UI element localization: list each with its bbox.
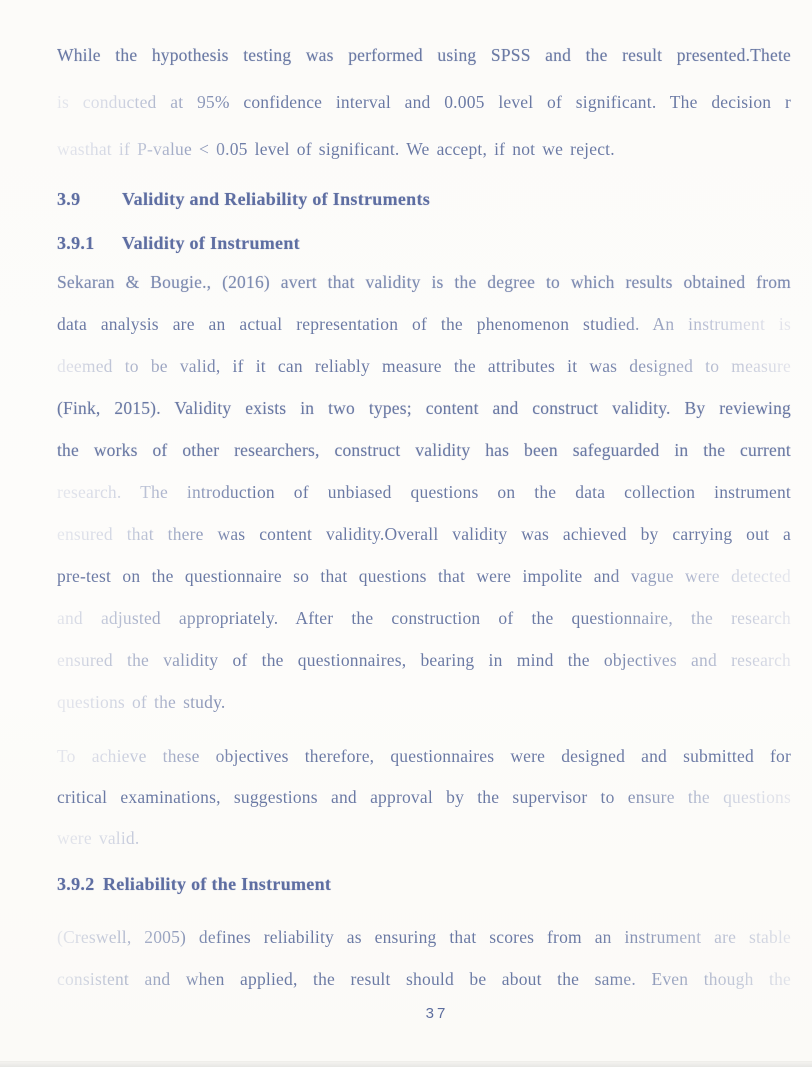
text-line: consistent and when applied, the result should be about the same. Even though the xyxy=(57,958,791,1000)
paragraph-objectives xyxy=(57,736,791,859)
text-line: were valid. xyxy=(57,818,791,859)
text-line: ensured that there was content validity.Overall validity was achieved by carrying out a xyxy=(57,513,791,555)
section-heading-3-9-2 xyxy=(57,874,791,895)
text-line: To achieve these objectives therefore, questionnaires were designed and submitted for xyxy=(57,736,791,777)
section-heading-3-9 xyxy=(57,189,791,210)
text-line: and adjusted appropriately. After the construction of the questionnaire, the research xyxy=(57,597,791,639)
paragraph-validity xyxy=(57,261,791,723)
text-line: pre-test on the questionnaire so that questions that were impolite and vague were detected xyxy=(57,555,791,597)
text-line: questions of the study. xyxy=(57,681,791,723)
text-line: While the hypothesis testing was performed using SPSS and the result presented.Thete xyxy=(57,45,791,65)
section-title: Validity of Instrument xyxy=(122,233,300,253)
section-number: 3.9 xyxy=(57,189,81,209)
paragraph-hypothesis-testing xyxy=(57,32,791,173)
text-line: is conducted at 95% confidence interval and 0.005 level of significant. The decision r xyxy=(57,79,791,126)
text-line: data analysis are an actual representation of the phenomenon studied. An instrument is xyxy=(57,303,791,345)
page-number: 37 xyxy=(425,1005,449,1022)
text-line: deemed to be valid, if it can reliably measure the attributes it was designed to measure xyxy=(57,345,791,387)
text-line: critical examinations, suggestions and approval by the supervisor to ensure the questions xyxy=(57,777,791,818)
section-heading-3-9-1 xyxy=(57,233,791,254)
section-title: Validity and Reliability of Instruments xyxy=(122,189,431,209)
text-line: the works of other researchers, construct validity has been safeguarded in the current xyxy=(57,440,791,460)
text-line: (Fink, 2015). Validity exists in two types; content and construct validity. By reviewing xyxy=(57,398,791,418)
text-line: research. The introduction of unbiased questions on the data collection instrument xyxy=(57,471,791,513)
section-title: Reliability of the Instrument xyxy=(103,874,332,894)
section-number: 3.9.2 xyxy=(57,874,95,894)
section-number: 3.9.1 xyxy=(57,233,95,253)
text-line: ensured the validity of the questionnaires, bearing in mind the objectives and research xyxy=(57,639,791,681)
scan-edge-strip xyxy=(0,1062,812,1067)
text-line: wasthat if P-value < 0.05 level of significant. We accept, if not we reject. xyxy=(57,126,791,173)
text-line: Sekaran & Bougie., (2016) avert that validity is the degree to which results obtained from xyxy=(57,272,791,292)
paragraph-reliability xyxy=(57,916,791,1000)
text-line: (Creswell, 2005) defines reliability as ensuring that scores from an instrument are stable xyxy=(57,916,791,958)
